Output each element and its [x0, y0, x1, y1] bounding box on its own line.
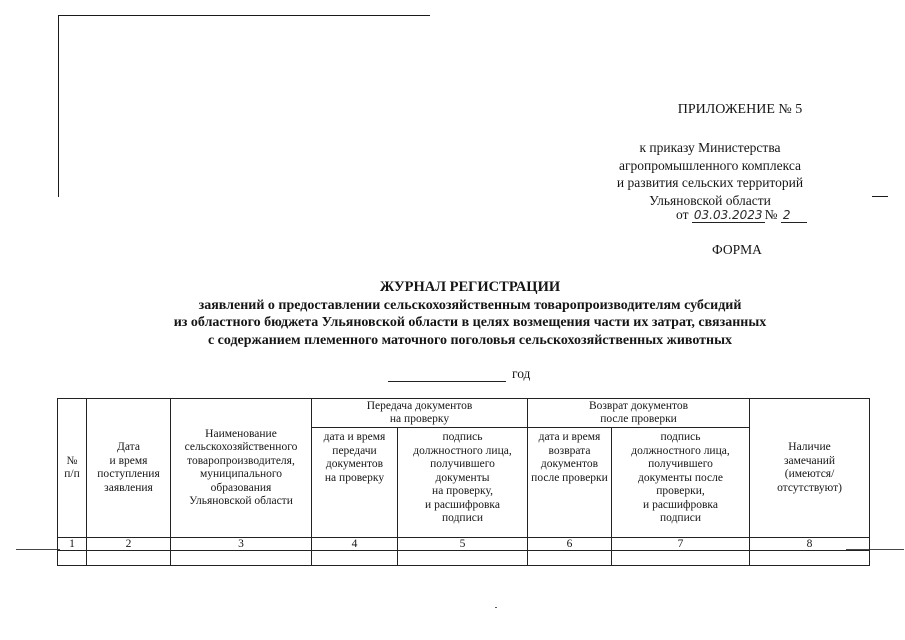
header-text-line: образования: [210, 481, 272, 494]
table-cell: [58, 551, 87, 566]
header-text-line: сельскохозяйственного: [184, 441, 298, 453]
journal-subtitle-line: с содержанием племенного маточного поголовья сельскохозяйственных животных: [207, 332, 733, 348]
table-cell: [750, 551, 870, 566]
scan-speck: [495, 607, 497, 608]
header-text-line: товаропроизводителя,: [187, 454, 295, 467]
order-number-label: №: [764, 207, 778, 222]
header-num: [58, 399, 87, 538]
header-text-line: Наличие: [788, 441, 831, 453]
column-number: 2: [87, 538, 171, 551]
journal-subtitle-line: заявлений о предоставлении сельскохозяйственным товаропроизводителям субсидий: [198, 297, 742, 313]
header-text-line: документов: [325, 458, 384, 470]
header-return-sign: [612, 428, 750, 538]
header-text-line: проверки,: [656, 485, 705, 497]
table-cell: [398, 551, 528, 566]
header-text-line: после проверки: [600, 413, 677, 425]
header-text-line: документы после: [638, 471, 723, 484]
header-return-date: [528, 428, 612, 538]
header-text-line: Возврат документов: [588, 399, 689, 412]
header-text-line: на проверку: [389, 413, 450, 425]
column-number: 4: [312, 538, 398, 551]
approval-line: Ульяновской области: [649, 192, 771, 208]
column-number: 1: [58, 538, 87, 551]
form-label: ФОРМА: [712, 242, 762, 257]
table-cell: [87, 551, 171, 566]
header-text-line: Ульяновской области: [189, 495, 293, 507]
header-text-line: Наименование: [205, 427, 277, 440]
year-label: год: [512, 366, 531, 381]
header-transfer-date: [312, 428, 398, 538]
journal-title: ЖУРНАЛ РЕГИСТРАЦИИ: [379, 279, 561, 295]
column-number: 6: [528, 538, 612, 551]
header-text-line: документов: [540, 458, 599, 470]
header-text-line: должностного лица,: [413, 444, 512, 457]
column-number: 7: [612, 538, 750, 551]
header-return-group: [528, 399, 750, 428]
scan-margin-dash: [872, 196, 888, 197]
appendix-title: ПРИЛОЖЕНИЕ № 5: [677, 102, 803, 117]
column-number: 5: [398, 538, 528, 551]
header-text-line: получившего: [430, 458, 495, 470]
header-text-line: Передача документов: [366, 399, 473, 412]
year-blank-field: [388, 367, 506, 382]
header-date: [87, 399, 171, 538]
header-text-line: отсутствуют): [777, 481, 842, 494]
approval-line: агропромышленного комплекса: [619, 157, 801, 173]
header-text-line: подпись: [660, 431, 701, 443]
header-text-line: поступления: [97, 468, 160, 480]
header-text-line: подпись: [442, 431, 483, 443]
table-cell: [528, 551, 612, 566]
header-text-line: возврата: [548, 444, 591, 457]
order-number-handwritten: 2: [781, 208, 807, 223]
header-text-line: дата и время: [323, 431, 386, 443]
header-text-line: №: [66, 454, 78, 467]
header-text-line: заявления: [104, 481, 153, 494]
header-transfer-group: [312, 399, 528, 428]
header-text-line: документы: [435, 471, 490, 484]
table-cell: [612, 551, 750, 566]
header-transfer-sign: [398, 428, 528, 538]
header-text-line: на проверку: [324, 471, 385, 484]
approval-line: к приказу Министерства: [639, 140, 781, 155]
header-text-line: подписи: [442, 512, 483, 524]
column-number: 3: [171, 538, 312, 551]
header-text-line: (имеются/: [784, 468, 835, 480]
column-number-row: [58, 538, 870, 551]
header-remarks: [750, 399, 870, 538]
order-reference: [676, 207, 807, 223]
column-number: 8: [750, 538, 870, 551]
header-text-line: должностного лица,: [631, 444, 730, 457]
table-cell: [171, 551, 312, 566]
header-text-line: муниципального: [199, 468, 283, 480]
header-text-line: подписи: [660, 512, 701, 524]
scan-left-border: [58, 15, 59, 197]
header-name: [171, 399, 312, 538]
header-text-line: и расшифровка: [643, 498, 718, 511]
scan-top-border: [58, 15, 430, 16]
header-text-line: после проверки: [531, 471, 608, 484]
registration-table: [57, 398, 870, 566]
header-text-line: замечаний: [783, 454, 836, 467]
header-text-line: получившего: [648, 458, 713, 470]
journal-title-block: [80, 279, 860, 349]
header-text-line: и расшифровка: [425, 498, 500, 511]
approval-line: и развития сельских территорий: [616, 175, 804, 190]
header-text-line: п/п: [64, 468, 80, 480]
scan-row-line-left: [16, 549, 60, 550]
journal-subtitle-line: из областного бюджета Ульяновской области в целях возмещения части их затрат, связанных: [173, 315, 767, 330]
table-row: [58, 551, 870, 566]
header-text-line: на проверку,: [432, 485, 493, 497]
table-cell: [312, 551, 398, 566]
header-text-line: дата и время: [538, 431, 601, 443]
header-text-line: передачи: [332, 444, 377, 457]
order-date-handwritten: 03.03.2023: [693, 208, 763, 222]
order-prefix: от: [676, 207, 689, 222]
approval-block: [560, 139, 860, 209]
header-text-line: и время: [109, 454, 148, 467]
year-line: [388, 366, 530, 382]
header-text-line: Дата: [117, 441, 140, 453]
